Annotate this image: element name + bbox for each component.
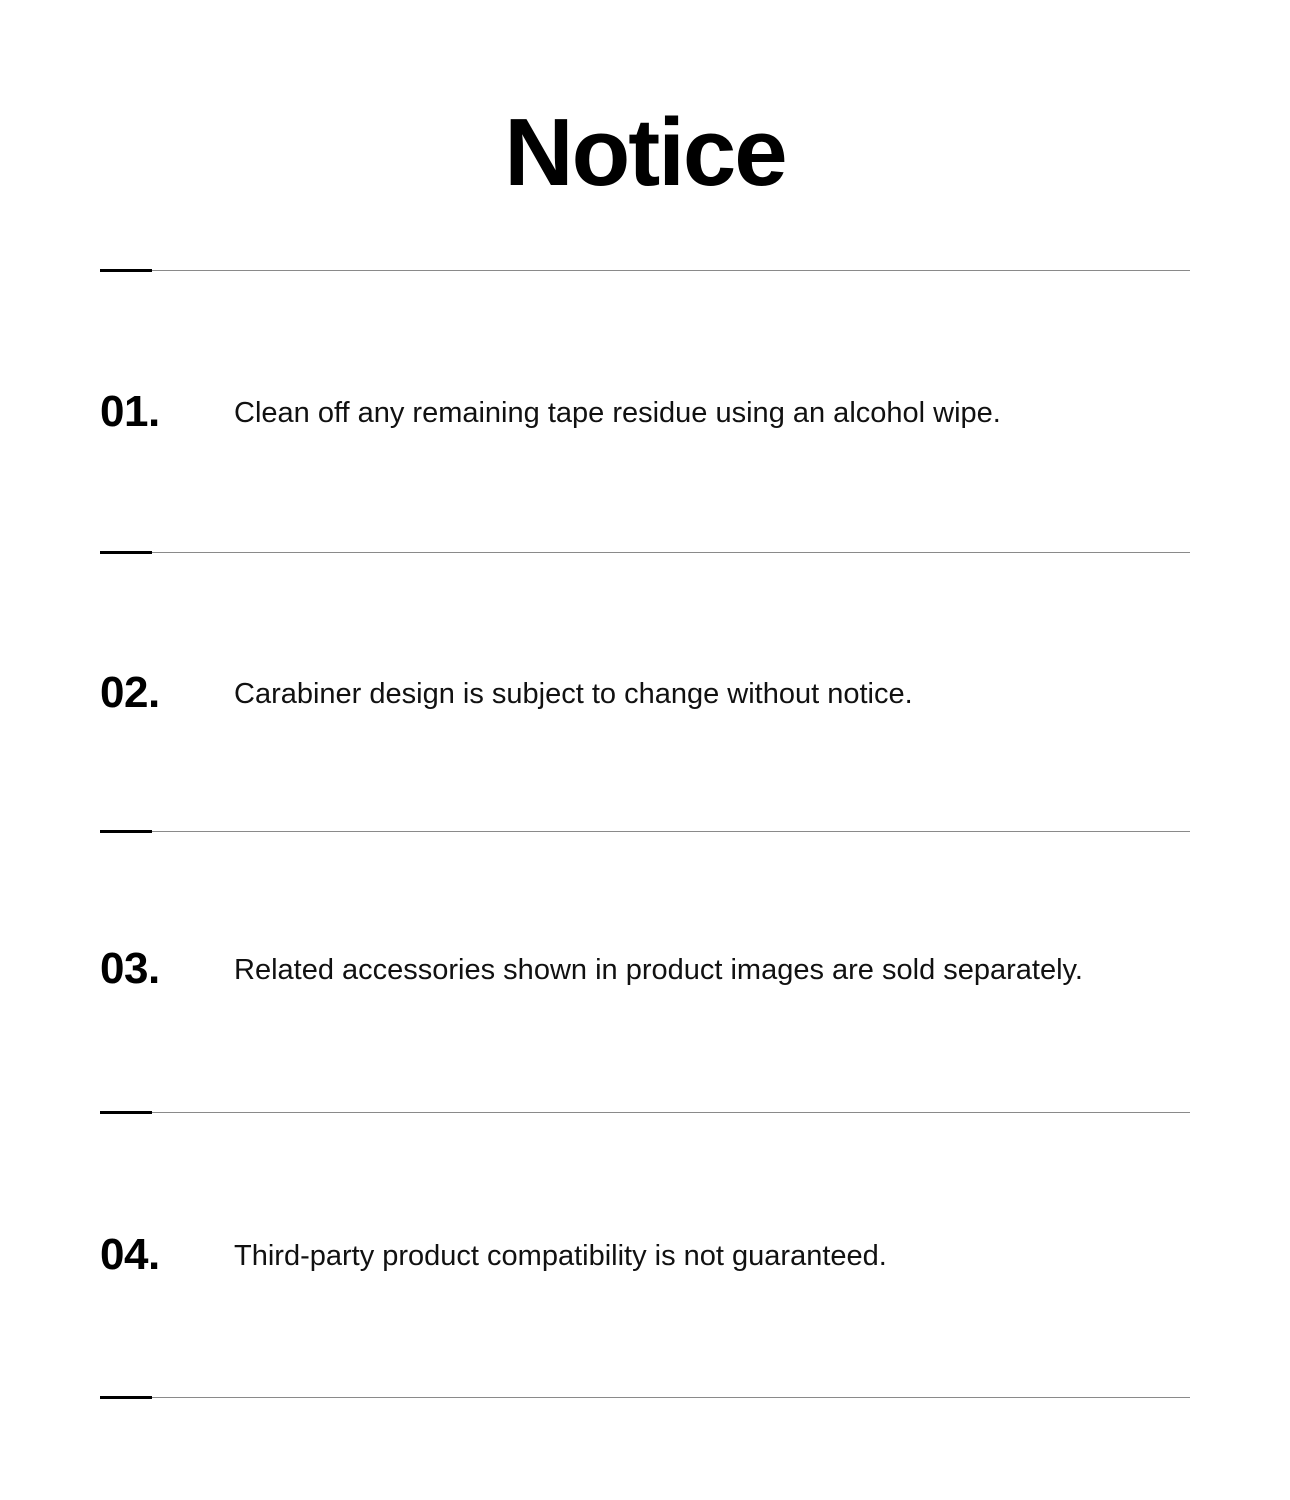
- item-number: 04.: [100, 1230, 160, 1279]
- divider-accent: [100, 1396, 152, 1399]
- notice-item-4: [100, 1228, 1190, 1288]
- divider-accent: [100, 830, 152, 833]
- section-divider: [100, 1112, 1190, 1114]
- item-text: Clean off any remaining tape residue using an alcohol wipe.: [234, 397, 1001, 429]
- notice-item-1: [100, 385, 1190, 445]
- section-divider: [100, 270, 1190, 272]
- section-divider: [100, 1397, 1190, 1399]
- notice-item-3: [100, 942, 1190, 1002]
- page-title: Notice: [504, 99, 786, 206]
- divider-accent: [100, 269, 152, 272]
- item-number: 02.: [100, 668, 160, 717]
- item-number: 01.: [100, 387, 160, 436]
- item-text: Carabiner design is subject to change without notice.: [234, 678, 913, 710]
- divider-accent: [100, 551, 152, 554]
- divider-accent: [100, 1111, 152, 1114]
- section-divider: [100, 831, 1190, 833]
- item-number: 03.: [100, 944, 160, 993]
- item-text: Third-party product compatibility is not guaranteed.: [234, 1240, 887, 1272]
- section-divider: [100, 552, 1190, 554]
- notice-item-2: [100, 666, 1190, 726]
- item-text: Related accessories shown in product images are sold separately.: [234, 954, 1083, 986]
